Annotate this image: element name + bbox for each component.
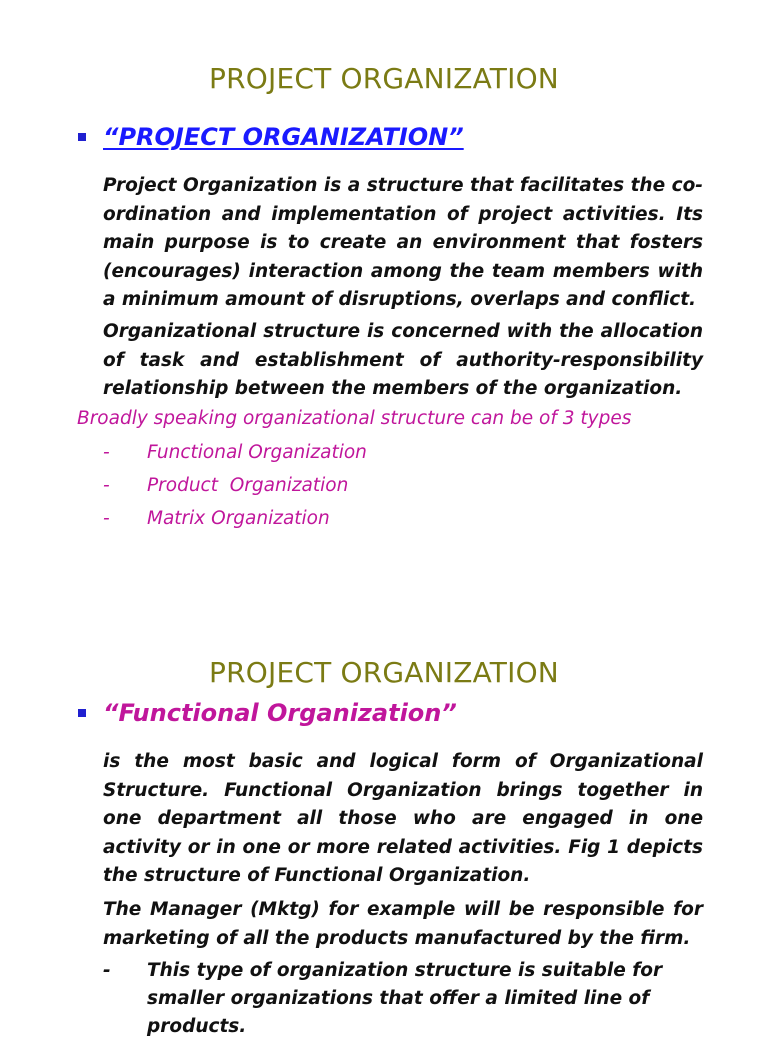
- paragraph-functional-definition: is the most basic and logical form of Organizational Structure. Functional Organization brings together in one department all those who are engaged in one activity or in one or more related activities. Fig 1 depicts the structure of Functional Organization.: [103, 751, 703, 886]
- slide-title-1: PROJECT ORGANIZATION: [209, 62, 559, 95]
- type-item-matrix: - Matrix Organization: [103, 508, 330, 529]
- square-bullet-icon: [78, 133, 86, 141]
- heading-text: “PROJECT ORGANIZATION”: [103, 123, 464, 151]
- suitability-item: - This type of organization structure is suitable for smaller organizations that offer a limited line of products.: [103, 960, 663, 1037]
- heading-text: “Functional Organization”: [103, 699, 457, 727]
- paragraph-definition: Project Organization is a structure that facilitates the co-ordination and implementation of project activities. Its main purpose is to create an environment that fosters (encourages) interaction among the team members with a minimum amount of disruptions, overlaps and conflict.: [103, 175, 703, 310]
- paragraph-manager-example: The Manager (Mktg) for example will be responsible for marketing of all the products manufactured by the firm.: [103, 899, 703, 949]
- bullet-heading-functional-organization: [78, 699, 457, 727]
- type-item-product: - Product Organization: [103, 475, 349, 496]
- slide-title-2: PROJECT ORGANIZATION: [209, 656, 559, 689]
- type-item-functional: - Functional Organization: [103, 442, 367, 463]
- paragraph-structure: Organizational structure is concerned with the allocation of task and establishment of authority-responsibility relationship between the members of the organization.: [103, 321, 703, 399]
- square-bullet-icon: [78, 709, 86, 717]
- types-intro: Broadly speaking organizational structure can be of 3 types: [77, 408, 632, 429]
- bullet-heading-project-organization: [78, 123, 464, 151]
